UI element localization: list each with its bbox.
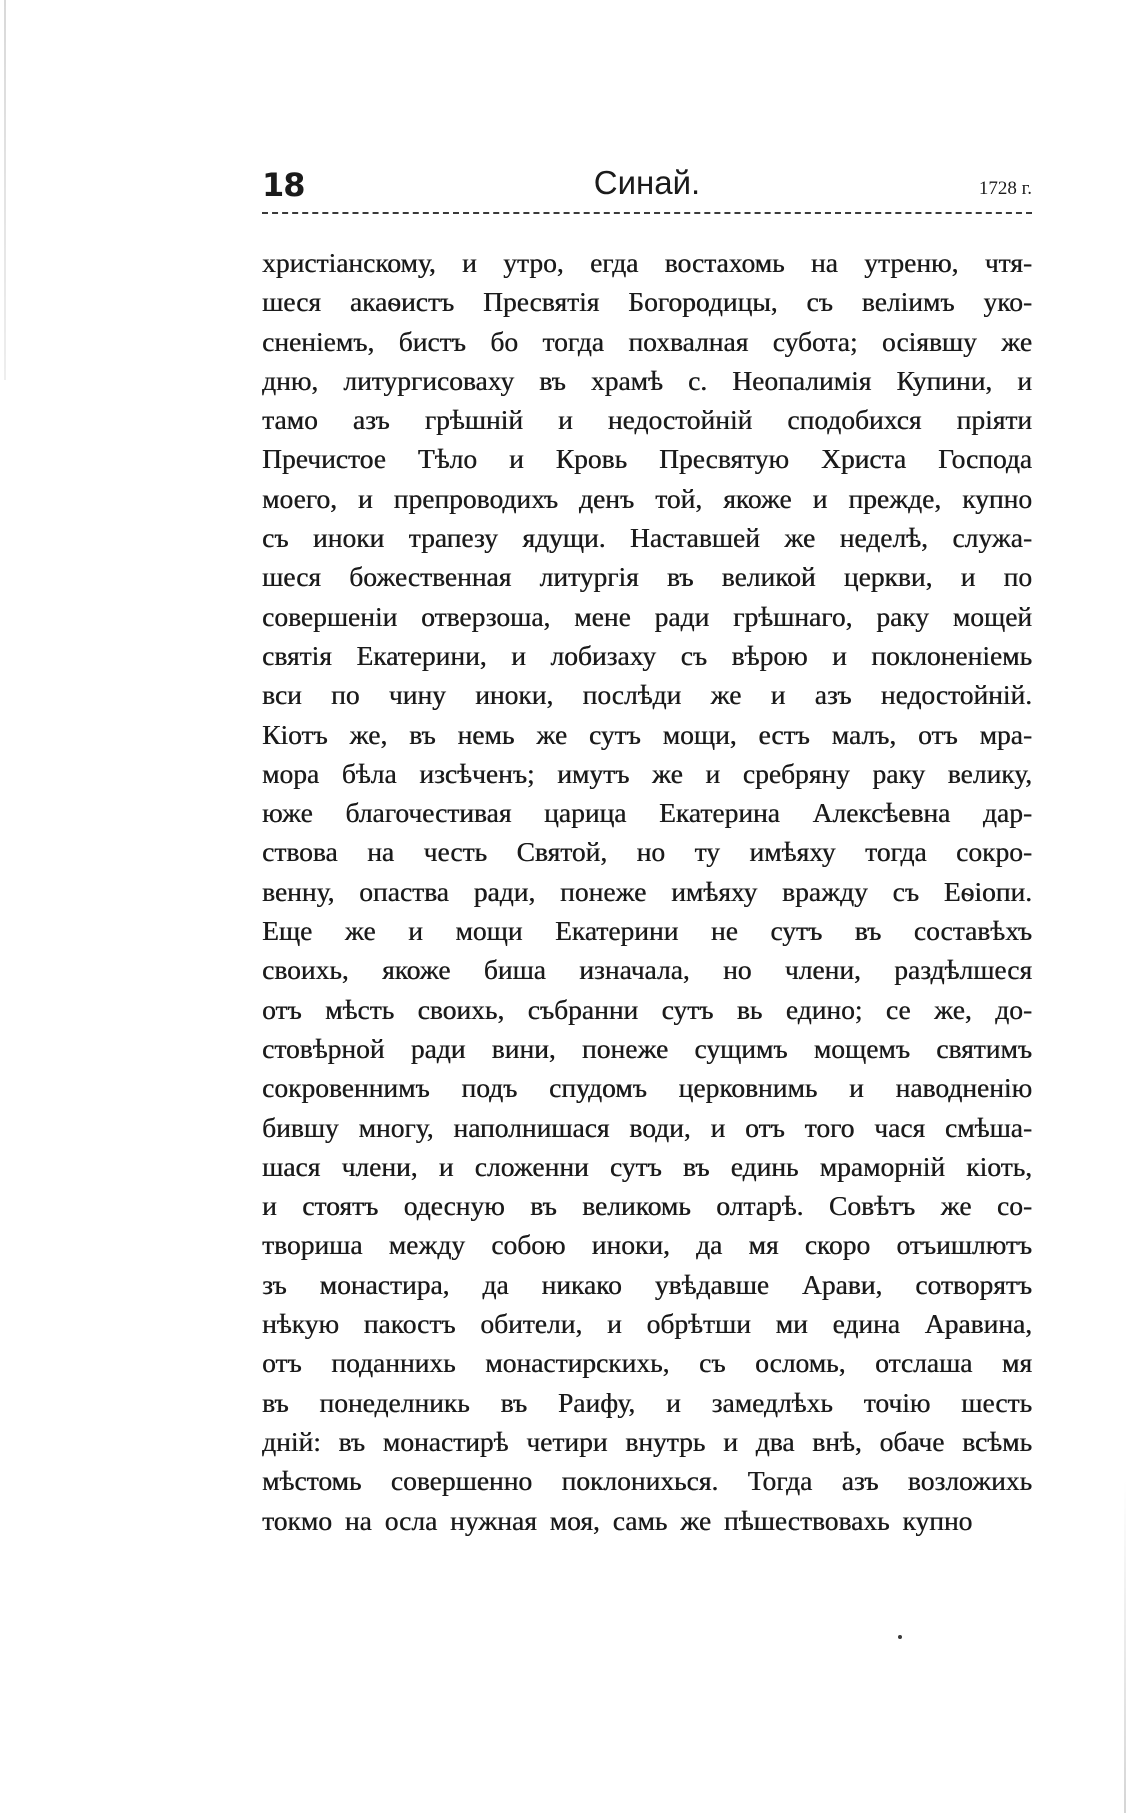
text-line: зъ монастира, да никако увѣдавше Арави, сотворятъ (262, 1268, 1032, 1300)
text-line: мора бѣла изсѣченъ; имутъ же и сребряну раку велику, (262, 757, 1032, 789)
running-year: 1728 г. (978, 178, 1032, 199)
page-number: 18 (262, 166, 305, 204)
page-edge-shadow-left (4, 0, 6, 380)
text-line: Еще же и мощи Екатерини не сутъ въ составѣхъ (262, 915, 1032, 947)
text-line: бившу многу, наполнишася води, и отъ того чася смѣша- (262, 1111, 1032, 1143)
text-line: шася члени, и сложенни сутъ въ единь мраморній кіоть, (262, 1150, 1032, 1182)
header-rule (262, 212, 1032, 214)
text-line: въ понеделникь въ Раифу, и замедлѣхь точію шесть (262, 1386, 1032, 1418)
text-line: отъ мѣсть своихь, събранни сутъ вь едино; се же, до- (262, 993, 1032, 1025)
text-line: мѣстомь совершенно поклонихься. Тогда азъ возложихь (262, 1465, 1032, 1497)
text-line: тамо азъ грѣшній и недостойній сподобихся пріяти (262, 404, 1032, 436)
text-line: дню, литургисоваху въ храмѣ с. Неопалимія Купини, и (262, 364, 1032, 396)
text-line: своихь, якоже биша изначала, но члени, раздѣлшеся (262, 954, 1032, 986)
text-line: сненіемъ, бистъ бо тогда похвалная субота; осіявшу же (262, 325, 1032, 357)
text-line: венну, опаства ради, понеже имѣяху вражду съ Еѳіопи. (262, 875, 1032, 907)
text-line: Кіотъ же, въ немь же сутъ мощи, естъ малъ, отъ мра- (262, 718, 1032, 750)
text-line: ствова на честь Святой, но ту имѣяху тогда сокро- (262, 836, 1032, 868)
text-line: моего, и препроводихъ денъ той, якоже и прежде, купно (262, 482, 1032, 514)
text-line: нѣкую пакостъ обители, и обрѣтши ми едина Аравина, (262, 1308, 1032, 1340)
text-line: твориша между собою иноки, да мя скоро отъишлютъ (262, 1229, 1032, 1261)
body-text (262, 243, 1032, 1540)
running-title: Синай. (593, 164, 701, 201)
text-line: святія Екатерини, и лобизаху съ вѣрою и поклоненіемь (262, 639, 1032, 671)
ink-speck (898, 1635, 902, 1639)
text-line: совершеніи отверзоша, мене ради грѣшнаго, раку мощей (262, 600, 1032, 632)
text-line: токмо на осла нужная моя, самь же пѣшествовахь купно (262, 1504, 973, 1536)
text-line: стовѣрной ради вини, понеже сущимъ мощемъ святимъ (262, 1032, 1032, 1064)
text-line: христіанскому, и утро, егда востахомь на утреню, чтя- (262, 247, 1032, 278)
running-header (262, 160, 1032, 208)
text-line: юже благочестивая царица Екатерина Алексѣевна дар- (262, 797, 1032, 829)
text-line: вси по чину иноки, послѣди же и азъ недостойній. (262, 679, 1032, 711)
page-edge-shadow-right (1124, 1480, 1126, 1813)
text-line: съ иноки трапезу ядущи. Наставшей же неделѣ, служа- (262, 522, 1032, 554)
text-line: отъ поданнихь монастирскихь, съ осломь, отслаша мя (262, 1347, 1032, 1379)
text-line: Пречистое Тѣло и Кровь Пресвятую Христа Господа (262, 443, 1032, 475)
text-line: дній: въ монастирѣ четири внутрь и два внѣ, обаче всѣмь (262, 1425, 1032, 1457)
text-line: шеся божественная литургія въ великой церкви, и по (262, 561, 1032, 593)
text-line: и стоятъ одесную въ великомь олтарѣ. Совѣтъ же со- (262, 1190, 1032, 1222)
text-line: сокровеннимъ подъ спудомъ церковнимь и наводненію (262, 1072, 1032, 1104)
text-line: шеся акаѳистъ Пресвятія Богородицы, съ веліимъ уко- (262, 286, 1032, 318)
